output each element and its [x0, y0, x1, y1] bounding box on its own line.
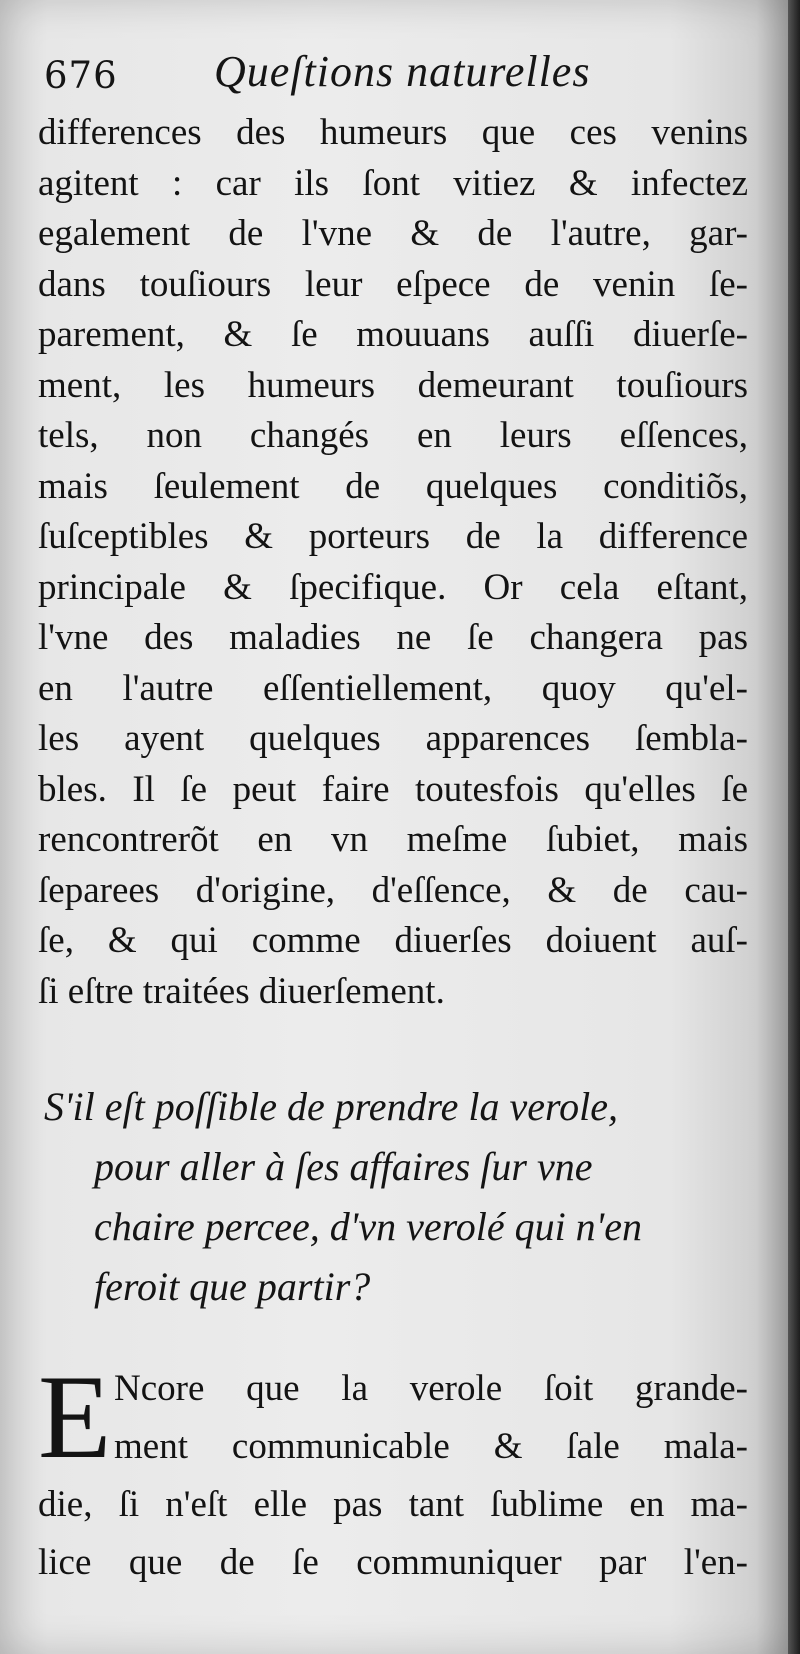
text-line: lice que de ſe communiquer par l'en-: [38, 1542, 748, 1583]
text-line: egalement de l'vne & de l'autre, gar-: [38, 213, 748, 254]
running-head: [44, 40, 744, 110]
text-line: en l'autre eſſentiellement, quoy qu'el-: [38, 667, 748, 709]
text-line: Ncore que la verole ſoit grande-: [114, 1368, 748, 1409]
heading-line: pour aller à ſes affaires ſur vne: [94, 1144, 593, 1189]
body-paragraph: [38, 108, 748, 1017]
text-line: ſeparees d'origine, d'eſſence, & de cau-: [38, 869, 748, 911]
text-line: die, ſi n'eſt elle pas tant ſublime en ma-: [38, 1484, 748, 1525]
text-line: ſuſceptibles & porteurs de la difference: [38, 516, 748, 557]
text-line: ſi eſtre traitées diuerſement.: [38, 970, 445, 1012]
second-paragraph: [38, 1350, 748, 1592]
section-heading: [44, 1077, 744, 1317]
text-line: ment communicable & ſale mala-: [114, 1426, 748, 1467]
heading-line: feroit que partir?: [94, 1264, 371, 1309]
text-line: differences des humeurs que ces venins: [38, 112, 748, 153]
text-line: rencontrerõt en vn meſme ſubiet, mais: [38, 819, 748, 860]
text-line: ment, les humeurs demeurant touſiours: [38, 364, 748, 406]
text-line: mais ſeulement de quelques conditiõs,: [38, 465, 748, 507]
page-number: 676: [44, 54, 118, 97]
heading-line: S'il eſt poſſible de prendre la verole,: [44, 1084, 618, 1129]
text-line: tels, non changés en leurs eſſences,: [38, 415, 748, 456]
heading-line: chaire percee, d'vn verolé qui n'en: [94, 1204, 642, 1249]
text-line: principale & ſpecifique. Or cela eſtant,: [38, 566, 748, 608]
text-line: l'vne des maladies ne ſe changera pas: [38, 617, 748, 658]
running-title: Queſtions naturelles: [214, 47, 591, 96]
text-line: agitent : car ils ſont vitiez & infectez: [38, 162, 748, 204]
text-line: les ayent quelques apparences ſembla-: [38, 718, 748, 759]
text-line: ſe, & qui comme diuerſes doiuent auſ-: [38, 920, 748, 961]
text-line: bles. Il ſe peut faire toutesfois qu'elles ſe: [38, 768, 748, 810]
book-spine-shadow: [788, 0, 800, 1654]
text-line: parement, & ſe mouuans auſſi diuerſe-: [38, 314, 748, 355]
drop-cap: E: [38, 1350, 112, 1483]
text-line: dans touſiours leur eſpece de venin ſe-: [38, 263, 748, 305]
